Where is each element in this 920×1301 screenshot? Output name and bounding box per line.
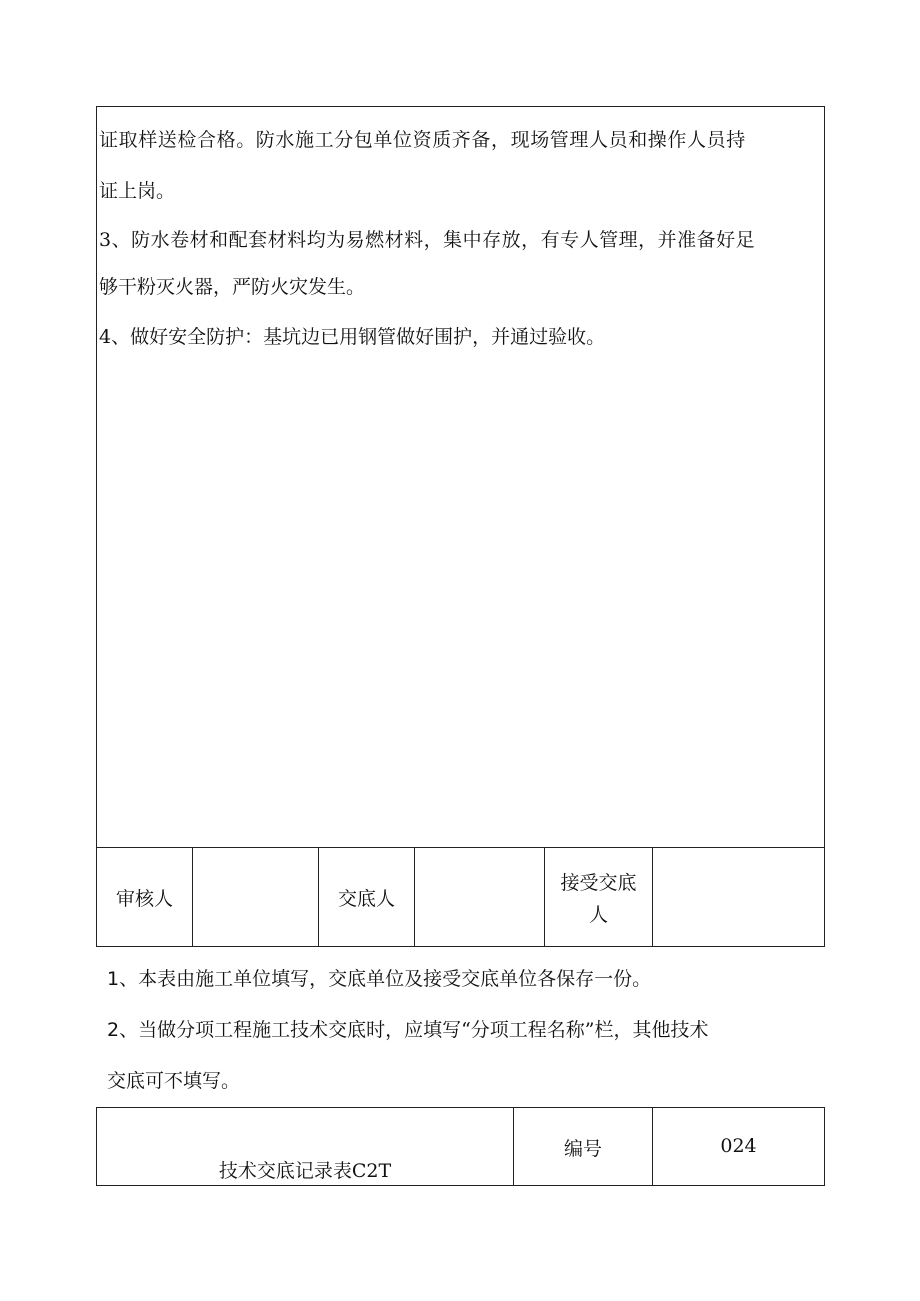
form-title: 技术交底记录表C2T xyxy=(218,1160,392,1182)
record-header-table xyxy=(96,1107,825,1186)
content-line-4: 够干粉灭火器，严防火灾发生。 xyxy=(99,276,366,298)
number-value-cell xyxy=(653,1108,824,1185)
number-value: 024 xyxy=(720,1135,757,1157)
note-1 xyxy=(107,966,651,992)
content-line-5: 4、做好安全防护：基坑边已用钢管做好围护，并通过验收。 xyxy=(99,326,606,348)
content-line-3: 3、防水卷材和配套材料均为易燃材料，集中存放，有专人管理，并准备好足 xyxy=(99,229,756,251)
content-line-2: 证上岗。 xyxy=(99,180,176,202)
discloser-field[interactable] xyxy=(415,848,545,946)
receiver-label xyxy=(545,848,653,946)
disclosure-content-box xyxy=(96,106,825,848)
note-2-continued-text: 交底可不填写。 xyxy=(107,1070,241,1092)
signature-row xyxy=(96,847,825,947)
note-2-number: 2 xyxy=(107,1019,120,1041)
reviewer-label: 审核人 xyxy=(97,848,193,946)
number-label: 编号 xyxy=(563,1138,602,1160)
note-1-number: 1 xyxy=(107,968,120,990)
receiver-label-line2: 人 xyxy=(588,904,608,926)
discloser-label: 交底人 xyxy=(319,848,415,946)
note-2-text: 、当做分项工程施工技术交底时，应填写“分项工程名称”栏，其他技术 xyxy=(119,1019,709,1041)
number-label-cell xyxy=(514,1108,653,1185)
reviewer-field[interactable] xyxy=(193,848,319,946)
note-2-continued xyxy=(107,1068,240,1094)
form-title-cell xyxy=(97,1108,514,1185)
receiver-label-line1: 接受交底 xyxy=(560,872,637,894)
receiver-field[interactable] xyxy=(653,848,824,946)
note-1-text: 、本表由施工单位填写，交底单位及接受交底单位各保存一份。 xyxy=(119,968,652,990)
content-line-1: 证取样送检合格。防水施工分包单位资质齐备，现场管理人员和操作人员持 xyxy=(99,129,746,151)
note-2 xyxy=(107,1017,709,1043)
